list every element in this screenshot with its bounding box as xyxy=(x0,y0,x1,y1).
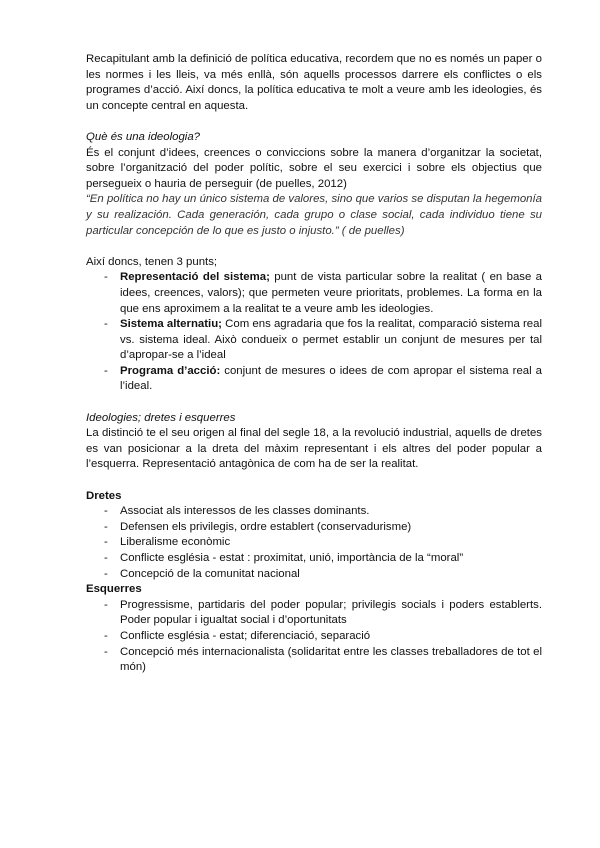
list-item: - Liberalisme econòmic xyxy=(86,535,542,551)
spacer xyxy=(86,395,542,411)
document-body xyxy=(86,52,542,676)
list-item xyxy=(86,270,542,317)
list-item: - Defensen els privilegis, ordre establert (conservadurisme) xyxy=(86,520,542,536)
spacer xyxy=(86,473,542,489)
point-term: Sistema alternatiu; xyxy=(120,318,222,331)
points-intro: Així doncs, tenen 3 punts; xyxy=(86,255,218,268)
points-list xyxy=(86,270,542,395)
list-item: - Concepció més internacionalista (solidaritat entre les classes treballadores de tot el món) xyxy=(86,645,542,676)
left-right-text: La distinció te el seu origen al final del segle 18, a la revolució industrial, aquells de dretes es van posicionar a la dreta del màxim representant i els altres del poder popular a l’esquerra. Representació antagònica de com ha de ser la realitat. xyxy=(86,427,542,471)
list-item: - Associat als interessos de les classes dominants. xyxy=(86,504,542,520)
ideology-heading: Què és una ideologia? xyxy=(86,130,200,143)
point-text: Com ens agradaria que fos la realitat, comparació sistema real vs. sistema ideal. Això condueix o permet establir un conjunt de mesures per tal d’apropar-se a l’ideal xyxy=(120,318,542,362)
point-text: conjunt de mesures o idees de com apropar el sistema real a l’ideal. xyxy=(120,364,542,393)
point-term: Representació del sistema; xyxy=(120,271,270,284)
list-item: - Progressisme, partidaris del poder popular; privilegis socials i poders establerts. Poder popular i igualtat social i d’oportunitats xyxy=(86,598,542,629)
spacer xyxy=(86,114,542,130)
ideology-definition: És el conjunt d’idees, creences o conviccions sobre la manera d’organitzar la societat, sobre l’organització del poder polític, sobre el seu exercici i sobre els objectius que persegueix o hauria de perseguir (de puelles, 2012) xyxy=(86,146,542,190)
list-item xyxy=(86,364,542,395)
dretes-heading: Dretes xyxy=(86,489,122,502)
list-item: - Conflicte església - estat; diferenciació, separació xyxy=(86,629,542,645)
esquerres-heading: Esquerres xyxy=(86,583,142,596)
dretes-list xyxy=(86,504,542,582)
spacer xyxy=(86,239,542,255)
left-right-heading: Ideologies; dretes i esquerres xyxy=(86,411,236,424)
esquerres-list xyxy=(86,598,542,676)
intro-paragraph: Recapitulant amb la definició de política educativa, recordem que no es només un paper o les normes i les lleis, va més enllà, són aquells processos darrere els conflictes o els programes d’acció. Així doncs, la política educativa te molt a veure amb les ideologies, és un concepte central en aquesta. xyxy=(86,53,542,112)
point-text: punt de vista particular sobre la realitat ( en base a idees, creences, valors); que permeten veure prioritats, problemes. La forma en la que ens aproximem a la realitat te a veure amb les ideologies. xyxy=(120,271,542,315)
list-item: - Concepció de la comunitat nacional xyxy=(86,567,542,583)
point-term: Programa d’acció: xyxy=(120,364,221,377)
list-item: - Conflicte església - estat : proximitat, unió, importància de la “moral” xyxy=(86,551,542,567)
ideology-quote: “En política no hay un único sistema de valores, sino que varios se disputan la hegemonía y su realización. Cada generación, cada grupo o clase social, cada individuo tiene su particular concepción de lo que es justo o injusto.” ( de puelles) xyxy=(86,193,542,237)
list-item xyxy=(86,317,542,364)
